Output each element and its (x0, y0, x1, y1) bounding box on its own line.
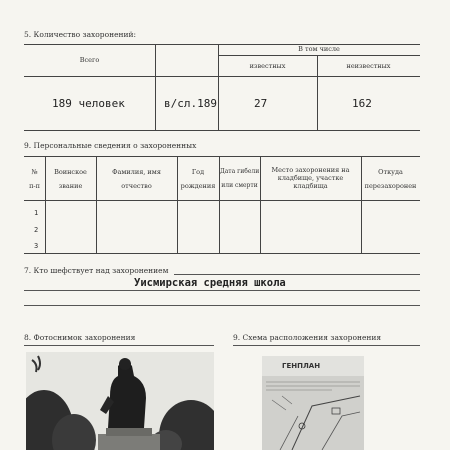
section-7-title: 7. Кто шефствует над захоронением (24, 266, 169, 275)
section-5-title: 5. Количество захоронений: (24, 30, 137, 39)
burial-location-scheme (262, 356, 364, 450)
section-9b-title: 9. Схема расположения захоронения (233, 333, 382, 342)
unknown-value: 162 (352, 97, 372, 110)
col-death-date-header: Дата гибели или смерти (219, 168, 260, 189)
total-value: 189 человек (52, 97, 125, 110)
col-known-header: известных (249, 62, 286, 70)
col-name-header: Фамилия, имя отчество (112, 168, 161, 190)
section-8-title: 8. Фотоснимок захоронения (24, 333, 136, 342)
total-extra-value: в/сл.189 (164, 97, 217, 110)
col-unknown-header: неизвестных (346, 62, 391, 70)
site-plan-image (262, 356, 364, 450)
col-including-header: В том числе (298, 45, 340, 53)
col-total-header: Всего (79, 56, 100, 64)
col-number-header: № п-п (29, 168, 40, 190)
row-number-2: 2 (34, 226, 39, 234)
patron-value: Уисмирская средняя школа (134, 277, 286, 289)
row-number-3: 3 (34, 242, 39, 250)
col-reburied-from-header: Откуда перезахоронен (364, 168, 417, 190)
plan-title: ГЕНПЛАН (282, 362, 321, 370)
col-burial-place-header: Место захоронения на кладбище, участке кладбища (271, 166, 350, 190)
patron-line-2 (24, 290, 420, 291)
section-9-title: 9. Персональные сведения о захороненных (24, 141, 197, 150)
row-number-1: 1 (34, 209, 39, 217)
patron-line-1 (174, 274, 420, 275)
col-rank-header: Воинское звание (54, 168, 87, 190)
patron-line-3 (24, 305, 420, 306)
monument-photo-image (26, 352, 214, 450)
known-value: 27 (254, 97, 268, 110)
burial-photo (26, 352, 214, 450)
col-birth-year-header: Год рождения (180, 168, 216, 190)
